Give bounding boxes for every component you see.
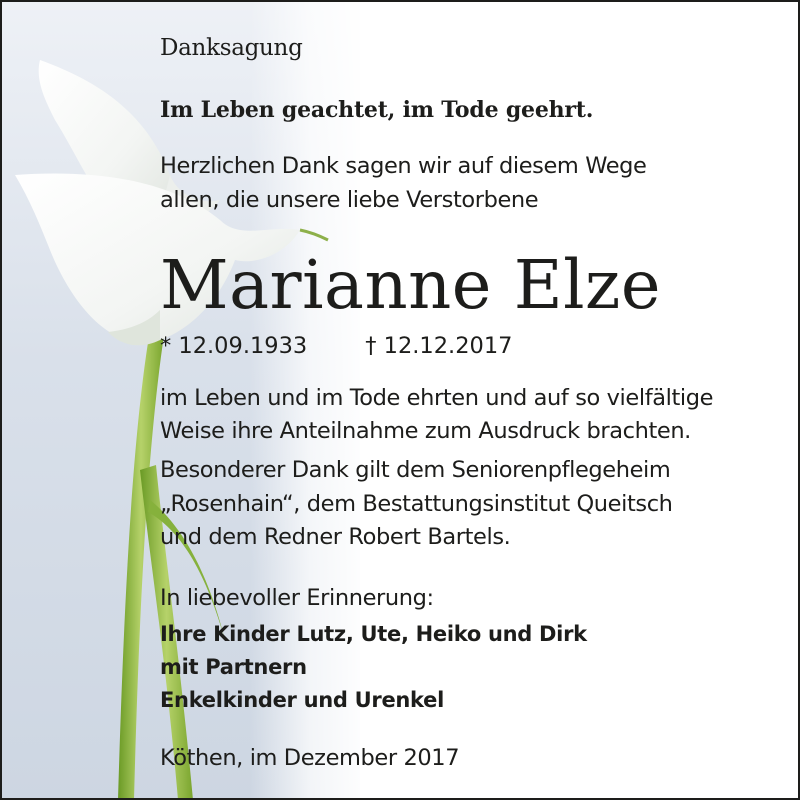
mourners-line-3: Enkelkinder und Urenkel <box>160 688 444 712</box>
life-dates <box>160 333 512 359</box>
thanks-line-1: im Leben und im Tode ehrten und auf so vielfältige <box>160 385 714 411</box>
special-thanks-line-1: Besonderer Dank gilt dem Seniorenpflegeheim <box>160 457 671 483</box>
intro-line-2: allen, die unsere liebe Verstorbene <box>160 187 539 213</box>
thanks-line-2: Weise ihre Anteilnahme zum Ausdruck brachten. <box>160 418 691 444</box>
birth-date: * 12.09.1933 <box>160 333 308 359</box>
motto: Im Leben geachtet, im Tode geehrt. <box>160 97 594 123</box>
death-date: † 12.12.2017 <box>365 333 513 359</box>
heading: Danksagung <box>160 35 303 61</box>
special-thanks-line-2: „Rosenhain“, dem Bestattungsinstitut Queitsch <box>160 491 673 517</box>
place-date: Köthen, im Dezember 2017 <box>160 745 460 771</box>
remembrance-intro: In liebevoller Erinnerung: <box>160 585 434 611</box>
mourners-line-1: Ihre Kinder Lutz, Ute, Heiko und Dirk <box>160 622 587 646</box>
mourners-line-2: mit Partnern <box>160 655 307 679</box>
intro-line-1: Herzlichen Dank sagen wir auf diesem Wege <box>160 153 647 179</box>
special-thanks-line-3: und dem Redner Robert Bartels. <box>160 524 511 550</box>
deceased-name: Marianne Elze <box>160 246 661 324</box>
